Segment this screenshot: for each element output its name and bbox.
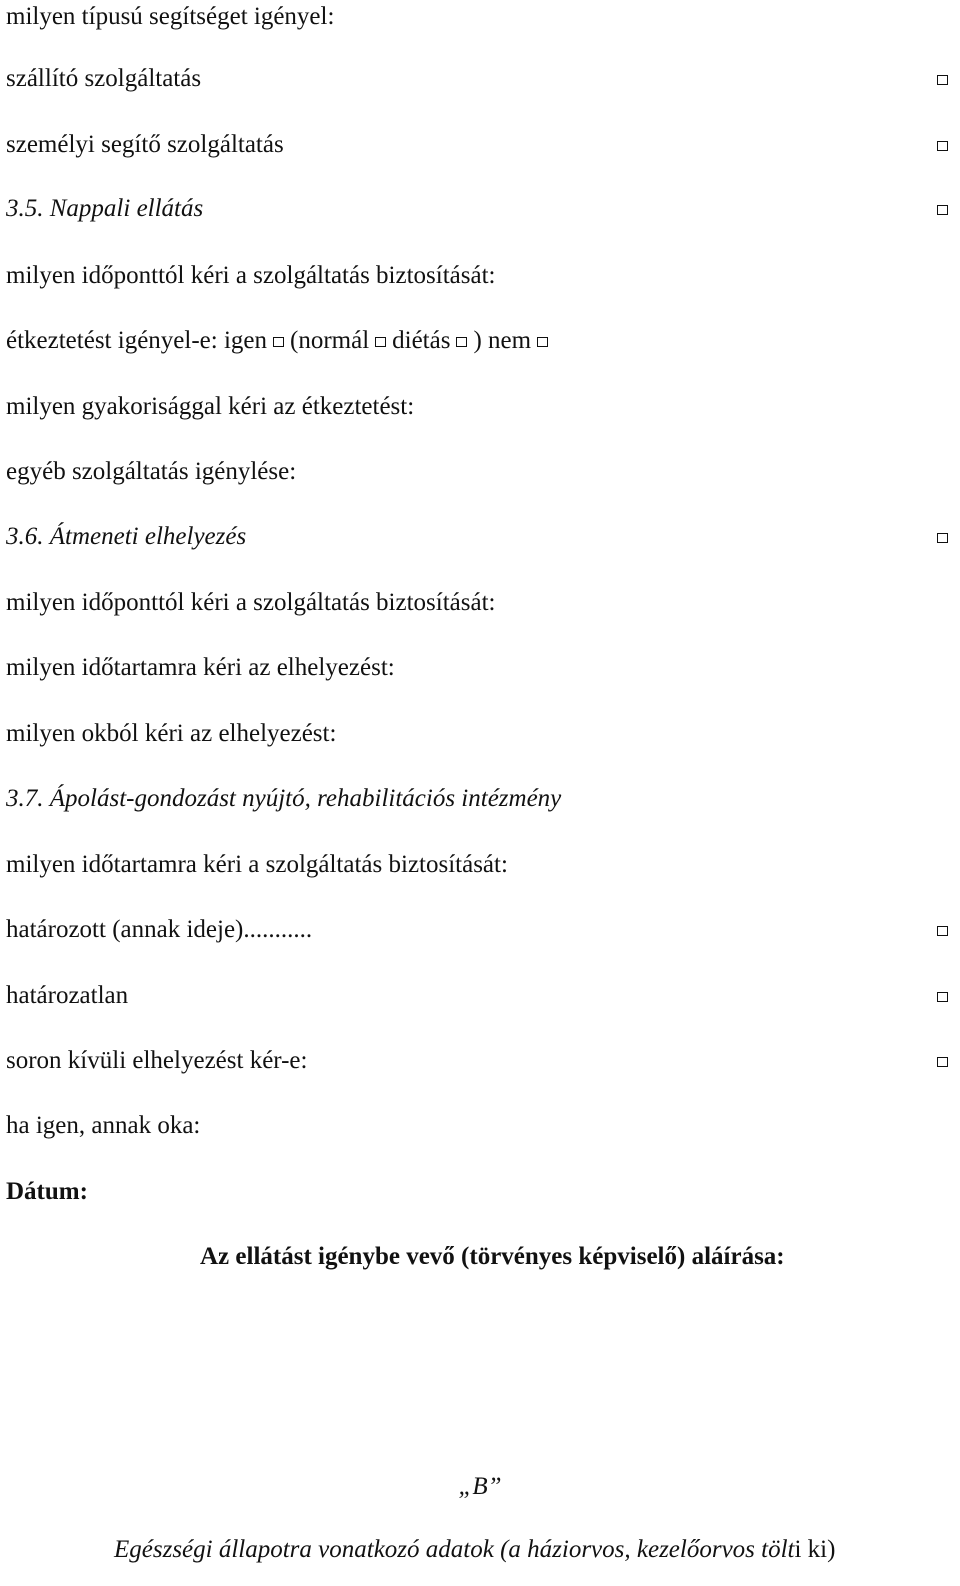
text-line: milyen időponttól kéri a szolgáltatás biztosítását: — [6, 589, 496, 616]
option-line: soron kívüli elhelyezést kér-e: — [6, 1046, 948, 1076]
checkbox[interactable] — [937, 992, 948, 1002]
option-line: határozott (annak ideje)........... — [6, 915, 948, 945]
section-heading: 3.6. Átmeneti elhelyezés — [6, 522, 948, 552]
text-line: milyen típusú segítséget igényel: — [6, 3, 335, 30]
appendix-heading: „B” — [458, 1473, 502, 1500]
meal-options-line: étkeztetést igényel-e: igen (normál diétás ) nem — [6, 326, 948, 356]
checkbox-nem[interactable] — [537, 337, 548, 347]
text-line: milyen gyakorisággal kéri az étkeztetést: — [6, 393, 415, 420]
checkbox-igen[interactable] — [273, 337, 284, 347]
section-heading: 3.5. Nappali ellátás — [6, 194, 948, 224]
checkbox[interactable] — [937, 205, 948, 215]
text-line: milyen okból kéri az elhelyezést: — [6, 720, 337, 747]
text-line: milyen időponttól kéri a szolgáltatás biztosítását: — [6, 262, 496, 289]
option-line: határozatlan — [6, 981, 948, 1011]
option-line: szállító szolgáltatás — [6, 64, 948, 94]
text-line: egyéb szolgáltatás igénylése: — [6, 458, 297, 485]
text-line: milyen időtartamra kéri a szolgáltatás biztosítását: — [6, 851, 508, 878]
checkbox-dietas[interactable] — [456, 337, 467, 347]
date-label: Dátum: — [6, 1178, 88, 1205]
checkbox[interactable] — [937, 926, 948, 936]
signature-label: Az ellátást igénybe vevő (törvényes képviselő) aláírása: — [200, 1243, 785, 1270]
text-line: milyen időtartamra kéri az elhelyezést: — [6, 654, 395, 681]
section-heading: 3.7. Ápolást-gondozást nyújtó, rehabilitációs intézmény — [6, 785, 562, 812]
checkbox[interactable] — [937, 75, 948, 85]
option-line: személyi segítő szolgáltatás — [6, 130, 948, 160]
checkbox-normal[interactable] — [375, 337, 386, 347]
text-line: ha igen, annak oka: — [6, 1112, 201, 1139]
appendix-subheading: Egészségi állapotra vonatkozó adatok (a háziorvos, kezelőorvos tölti ki) — [114, 1536, 836, 1563]
checkbox[interactable] — [937, 533, 948, 543]
checkbox[interactable] — [937, 141, 948, 151]
checkbox[interactable] — [937, 1057, 948, 1067]
